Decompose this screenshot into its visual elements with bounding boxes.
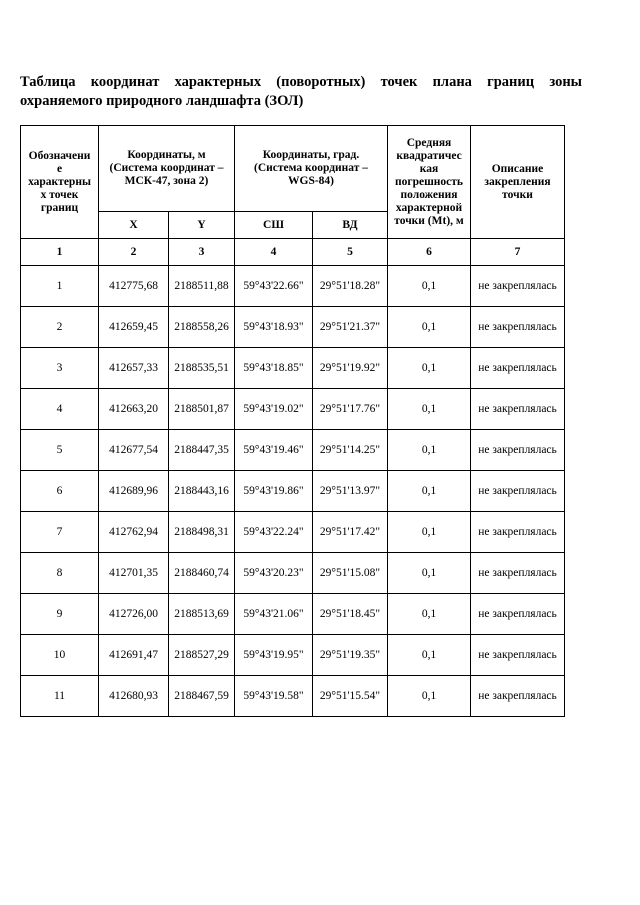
header-lat: СШ: [235, 212, 313, 239]
header-lon: ВД: [313, 212, 388, 239]
accuracy-cell: 0,1: [388, 635, 471, 676]
x-coordinate-cell: 412677,54: [99, 430, 169, 471]
point-number-cell: 7: [21, 512, 99, 553]
header-coords-deg: [235, 126, 388, 212]
description-cell: не закреплялась: [471, 348, 565, 389]
column-number: 2: [99, 239, 169, 266]
table-row: [21, 430, 565, 471]
y-coordinate-cell: 2188498,31: [169, 512, 235, 553]
longitude-cell: 29°51'14.25": [313, 430, 388, 471]
longitude-cell: 29°51'17.42": [313, 512, 388, 553]
point-number-cell: 2: [21, 307, 99, 348]
point-number-cell: 8: [21, 553, 99, 594]
y-coordinate-cell: 2188443,16: [169, 471, 235, 512]
accuracy-cell: 0,1: [388, 471, 471, 512]
table-row: [21, 266, 565, 307]
y-coordinate-cell: 2188527,29: [169, 635, 235, 676]
column-number: 4: [235, 239, 313, 266]
description-cell: не закреплялась: [471, 512, 565, 553]
longitude-cell: 29°51'18.45": [313, 594, 388, 635]
latitude-cell: 59°43'22.24": [235, 512, 313, 553]
latitude-cell: 59°43'19.86": [235, 471, 313, 512]
y-coordinate-cell: 2188501,87: [169, 389, 235, 430]
longitude-cell: 29°51'18.28": [313, 266, 388, 307]
table-row: [21, 348, 565, 389]
description-cell: не закреплялась: [471, 676, 565, 717]
x-coordinate-cell: 412691,47: [99, 635, 169, 676]
header-y: Y: [169, 212, 235, 239]
coordinates-table: [20, 125, 565, 717]
description-cell: не закреплялась: [471, 266, 565, 307]
y-coordinate-cell: 2188460,74: [169, 553, 235, 594]
longitude-cell: 29°51'21.37": [313, 307, 388, 348]
accuracy-cell: 0,1: [388, 553, 471, 594]
latitude-cell: 59°43'21.06": [235, 594, 313, 635]
point-number-cell: 6: [21, 471, 99, 512]
column-number: 3: [169, 239, 235, 266]
point-number-cell: 4: [21, 389, 99, 430]
accuracy-cell: 0,1: [388, 594, 471, 635]
latitude-cell: 59°43'19.02": [235, 389, 313, 430]
column-number: 1: [21, 239, 99, 266]
accuracy-cell: 0,1: [388, 676, 471, 717]
header-designation: [21, 126, 99, 239]
table-row: [21, 676, 565, 717]
column-number: 6: [388, 239, 471, 266]
column-numbers-row: [21, 239, 565, 266]
header-coords-m-label: Координаты, м (Система координат – МСК-47, зона 2): [109, 149, 224, 187]
accuracy-cell: 0,1: [388, 430, 471, 471]
x-coordinate-cell: 412689,96: [99, 471, 169, 512]
x-coordinate-cell: 412762,94: [99, 512, 169, 553]
point-number-cell: 5: [21, 430, 99, 471]
x-coordinate-cell: 412701,35: [99, 553, 169, 594]
x-coordinate-cell: 412680,93: [99, 676, 169, 717]
table-row: [21, 471, 565, 512]
latitude-cell: 59°43'19.58": [235, 676, 313, 717]
longitude-cell: 29°51'13.97": [313, 471, 388, 512]
y-coordinate-cell: 2188447,35: [169, 430, 235, 471]
header-coords-deg-label: Координаты, град. (Система координат – WGS-84): [253, 149, 368, 187]
header-coords-m: [99, 126, 235, 212]
document-title: Таблица координат характерных (поворотных) точек плана границ зоны охраняемого природного ландшафта (ЗОЛ): [20, 74, 582, 109]
column-number: 5: [313, 239, 388, 266]
accuracy-cell: 0,1: [388, 389, 471, 430]
y-coordinate-cell: 2188558,26: [169, 307, 235, 348]
latitude-cell: 59°43'19.95": [235, 635, 313, 676]
x-coordinate-cell: 412726,00: [99, 594, 169, 635]
point-number-cell: 9: [21, 594, 99, 635]
description-cell: не закреплялась: [471, 430, 565, 471]
accuracy-cell: 0,1: [388, 266, 471, 307]
x-coordinate-cell: 412659,45: [99, 307, 169, 348]
point-number-cell: 3: [21, 348, 99, 389]
latitude-cell: 59°43'18.93": [235, 307, 313, 348]
table-row: [21, 512, 565, 553]
y-coordinate-cell: 2188511,88: [169, 266, 235, 307]
table-row: [21, 553, 565, 594]
longitude-cell: 29°51'15.54": [313, 676, 388, 717]
x-coordinate-cell: 412657,33: [99, 348, 169, 389]
latitude-cell: 59°43'20.23": [235, 553, 313, 594]
header-description: [471, 126, 565, 239]
header-row-1: [21, 126, 565, 212]
header-designation-label: Обозначени е характерны х точек границ: [28, 149, 91, 214]
description-cell: не закреплялась: [471, 594, 565, 635]
accuracy-cell: 0,1: [388, 512, 471, 553]
y-coordinate-cell: 2188467,59: [169, 676, 235, 717]
x-coordinate-cell: 412663,20: [99, 389, 169, 430]
longitude-cell: 29°51'15.08": [313, 553, 388, 594]
latitude-cell: 59°43'19.46": [235, 430, 313, 471]
y-coordinate-cell: 2188513,69: [169, 594, 235, 635]
longitude-cell: 29°51'17.76": [313, 389, 388, 430]
description-cell: не закреплялась: [471, 553, 565, 594]
header-x: X: [99, 212, 169, 239]
table-row: [21, 635, 565, 676]
x-coordinate-cell: 412775,68: [99, 266, 169, 307]
y-coordinate-cell: 2188535,51: [169, 348, 235, 389]
point-number-cell: 1: [21, 266, 99, 307]
column-number: 7: [471, 239, 565, 266]
header-accuracy: [388, 126, 471, 239]
description-cell: не закреплялась: [471, 635, 565, 676]
latitude-cell: 59°43'22.66": [235, 266, 313, 307]
table-body: [21, 266, 565, 717]
header-accuracy-label: Средняя квадратичес кая погрешность положения характерной точки (Mt), м: [394, 136, 464, 227]
longitude-cell: 29°51'19.92": [313, 348, 388, 389]
header-description-label: Описание закрепления точки: [484, 162, 551, 201]
accuracy-cell: 0,1: [388, 307, 471, 348]
table-row: [21, 307, 565, 348]
description-cell: не закреплялась: [471, 307, 565, 348]
accuracy-cell: 0,1: [388, 348, 471, 389]
longitude-cell: 29°51'19.35": [313, 635, 388, 676]
description-cell: не закреплялась: [471, 471, 565, 512]
table-row: [21, 594, 565, 635]
point-number-cell: 11: [21, 676, 99, 717]
table-row: [21, 389, 565, 430]
description-cell: не закреплялась: [471, 389, 565, 430]
point-number-cell: 10: [21, 635, 99, 676]
latitude-cell: 59°43'18.85": [235, 348, 313, 389]
